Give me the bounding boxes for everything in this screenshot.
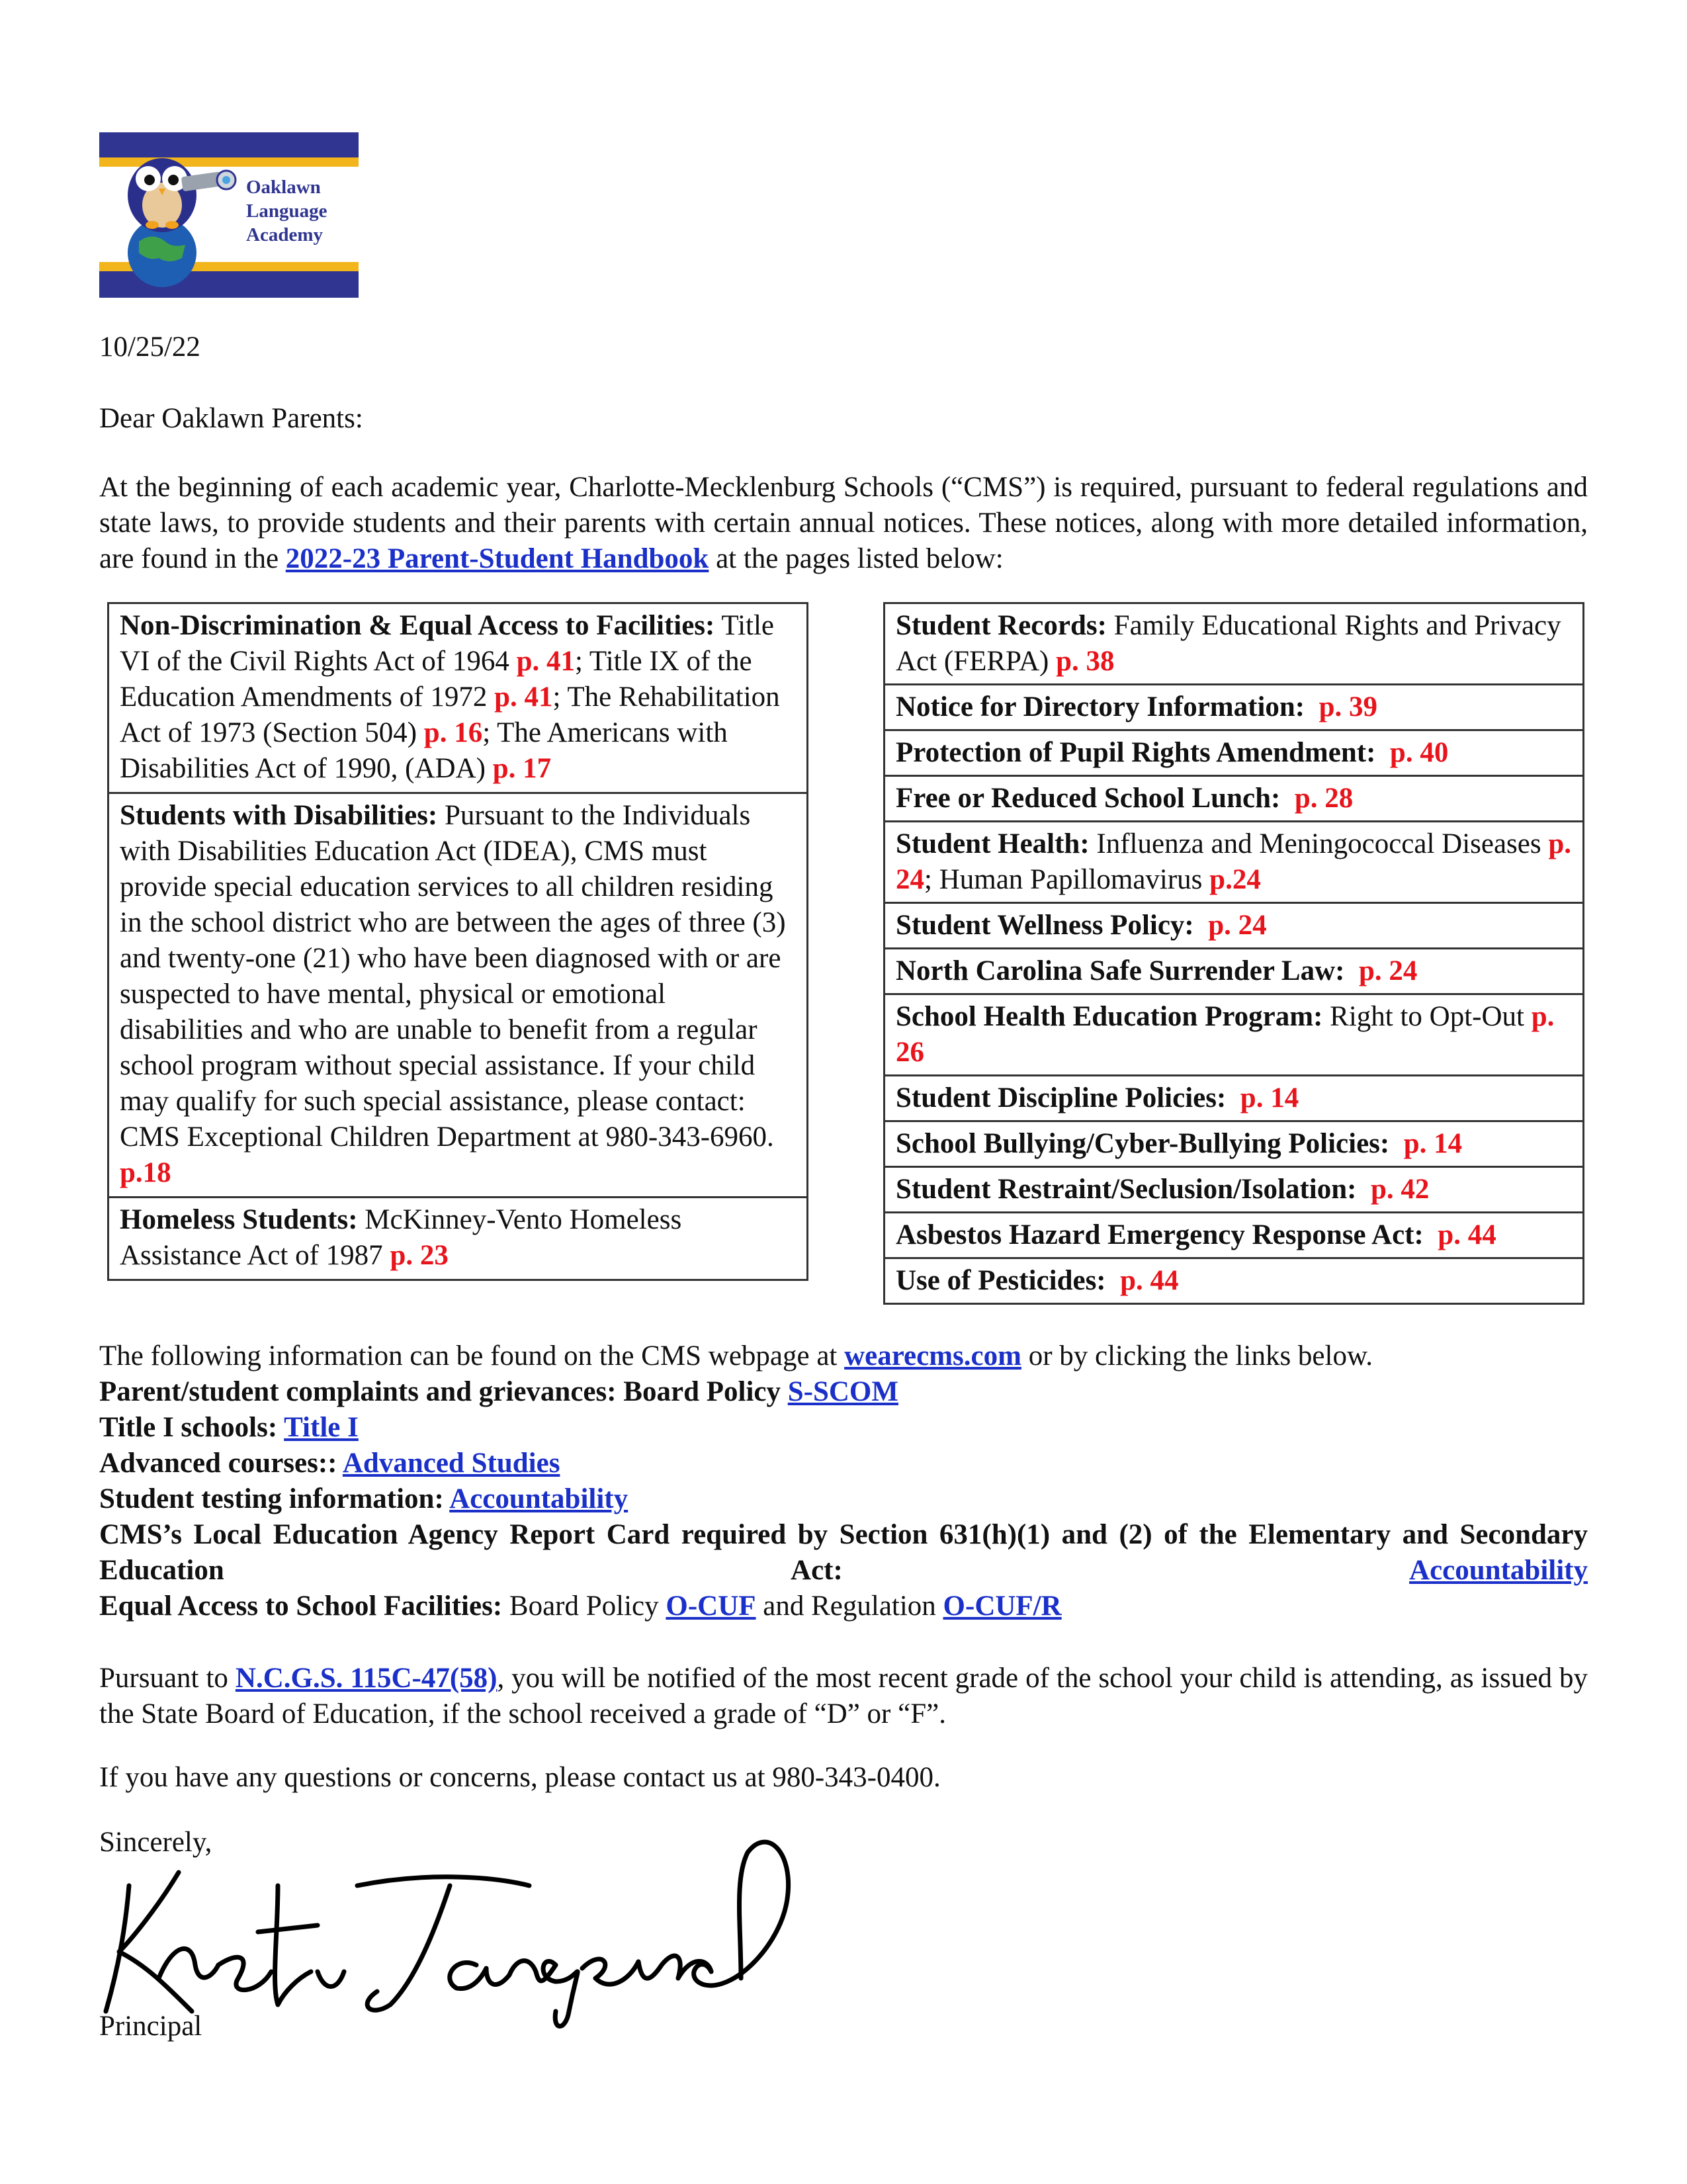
wellness-heading: Student Wellness Policy: <box>896 910 1194 941</box>
bullying-cell <box>885 1121 1584 1167</box>
health-ed-cell <box>885 994 1584 1076</box>
table-row <box>885 685 1584 730</box>
notices-table-right <box>883 602 1584 1305</box>
logo-text-line1: Oaklawn <box>246 177 321 198</box>
report-accountability-link[interactable]: Accountability <box>1409 1555 1588 1586</box>
health-cell <box>885 822 1584 903</box>
report-card-label: CMS’s Local Education Agency Report Card required by Section 631(h)(1) and (2) of the Elementary and Secondary Education Act: <box>99 1519 1588 1586</box>
discipline-cell <box>885 1076 1584 1121</box>
grade-paragraph <box>99 1661 1588 1732</box>
table-row <box>108 1198 808 1280</box>
intro-paragraph <box>99 470 1588 577</box>
nondiscrimination-heading: Non-Discrimination & Equal Access to Facilities: <box>120 610 715 641</box>
table-row <box>885 1258 1584 1304</box>
table-row <box>108 603 808 793</box>
info-links-block <box>99 1338 1588 1624</box>
testing-label: Student testing information: <box>99 1483 450 1514</box>
pesticides-heading: Use of Pesticides: <box>896 1265 1106 1296</box>
page-ref: p. 41 <box>516 646 576 677</box>
table-row <box>885 776 1584 822</box>
o-cuf-link[interactable]: O-CUF <box>666 1591 756 1622</box>
page-ref: p. 24 <box>1358 955 1418 986</box>
page-ref: p. 41 <box>494 681 553 713</box>
table-row <box>885 1213 1584 1258</box>
homeless-heading: Homeless Students: <box>120 1204 358 1235</box>
lunch-cell <box>885 776 1584 822</box>
complaints-line <box>99 1374 1588 1410</box>
lunch-heading: Free or Reduced School Lunch: <box>896 783 1281 814</box>
facilities-label: Equal Access to School Facilities: <box>99 1591 503 1622</box>
info-intro-text: The following information can be found on the CMS webpage at <box>99 1340 845 1372</box>
title1-label: Title I schools: <box>99 1412 284 1443</box>
table-row <box>108 793 808 1198</box>
bullying-heading: School Bullying/Cyber-Bullying Policies: <box>896 1128 1390 1159</box>
ncgs-link[interactable]: N.C.G.S. 115C-47(58) <box>235 1663 497 1694</box>
advanced-studies-link[interactable]: Advanced Studies <box>342 1448 560 1479</box>
homeless-cell <box>108 1198 808 1280</box>
logo-text-line2: Language <box>246 200 327 222</box>
page-ref: p. 24 <box>1208 910 1267 941</box>
page-ref: p. 39 <box>1319 691 1378 722</box>
info-intro <box>99 1338 1588 1374</box>
nondiscrimination-text: ; The Rehabilitation Act of 1973 (Section 504) <box>120 681 780 748</box>
facilities-and-text: and Regulation <box>756 1591 943 1622</box>
health-text: Influenza and Meningococcal Diseases <box>1089 828 1549 859</box>
page-ref: p. 16 <box>423 717 483 748</box>
title1-line <box>99 1410 1588 1446</box>
complaints-label: Parent/student complaints and grievances: Board Policy <box>99 1376 788 1407</box>
homeless-text: McKinney-Vento Homeless Assistance Act of 1987 <box>120 1204 682 1271</box>
info-intro-text-end: or by clicking the links below. <box>1021 1340 1373 1372</box>
page-ref: p. 44 <box>1438 1219 1496 1250</box>
nondiscrimination-text: ; The Americans with Disabilities Act of 1990, (ADA) <box>120 717 728 784</box>
table-row <box>885 822 1584 903</box>
testing-accountability-link[interactable]: Accountability <box>449 1483 628 1514</box>
nondiscrimination-text: ; Title IX of the Education Amendments of 1972 <box>120 646 752 713</box>
directory-heading: Notice for Directory Information: <box>896 691 1305 722</box>
disabilities-cell <box>108 793 808 1198</box>
health-ed-heading: School Health Education Program: <box>896 1001 1323 1032</box>
disabilities-text: Pursuant to the Individuals with Disabilities Education Act (IDEA), CMS must provide special education services to all children residing in the school district who are between the ages of three (3) and twenty-one (21) who have been diagnosed with or are suspected to have mental, physical or emotional disabilities and who are unable to benefit from a regular school program without special assistance. If your child may qualify for such special assistance, please contact: CMS Exceptional Children Department at 980-343-6960. <box>120 800 786 1153</box>
oaklawn-academy-logo <box>99 132 359 298</box>
health-heading: Student Health: <box>896 828 1090 859</box>
logo-text-line3: Academy <box>246 224 323 245</box>
closing-salutation: Sincerely, <box>99 1827 212 1858</box>
health-ed-text: Right to Opt-Out <box>1322 1001 1532 1032</box>
table-row <box>885 730 1584 776</box>
pupil-rights-heading: Protection of Pupil Rights Amendment: <box>896 737 1376 768</box>
handbook-link[interactable]: 2022-23 Parent-Student Handbook <box>285 543 709 574</box>
directory-cell <box>885 685 1584 730</box>
table-row <box>885 1076 1584 1121</box>
notices-table-left <box>107 602 808 1281</box>
table-row <box>885 603 1584 685</box>
testing-line <box>99 1481 1588 1517</box>
page-ref: p. 40 <box>1389 737 1449 768</box>
pesticides-cell <box>885 1258 1584 1304</box>
page-ref: p. 42 <box>1370 1174 1430 1205</box>
pupil-rights-cell <box>885 730 1584 776</box>
grade-text: Pursuant to <box>99 1663 236 1694</box>
table-row <box>885 949 1584 994</box>
table-row <box>885 903 1584 949</box>
facilities-line <box>99 1589 1588 1624</box>
report-card-line <box>99 1517 1588 1589</box>
contact-paragraph: If you have any questions or concerns, please contact us at 980-343-0400. <box>99 1762 941 1793</box>
advanced-label: Advanced courses:: <box>99 1448 343 1479</box>
surrender-heading: North Carolina Safe Surrender Law: <box>896 955 1345 986</box>
asbestos-heading: Asbestos Hazard Emergency Response Act: <box>896 1219 1424 1250</box>
page-ref: p. 44 <box>1120 1265 1179 1296</box>
records-cell <box>885 603 1584 685</box>
page-ref: p.24 <box>1209 864 1261 895</box>
discipline-heading: Student Discipline Policies: <box>896 1082 1227 1114</box>
advanced-line <box>99 1446 1588 1481</box>
wearecms-link[interactable]: wearecms.com <box>844 1340 1021 1372</box>
health-text: ; Human Papillomavirus <box>924 864 1210 895</box>
page-ref: p. 26 <box>896 1001 1555 1068</box>
facilities-text: Board Policy <box>502 1591 666 1622</box>
page-ref: p.18 <box>120 1157 171 1188</box>
table-row <box>885 1167 1584 1213</box>
handwritten-signature <box>79 1813 840 2031</box>
nondiscrimination-cell <box>108 603 808 793</box>
disabilities-heading: Students with Disabilities: <box>120 800 438 831</box>
page-ref: p. 24 <box>896 828 1572 895</box>
page-ref: p. 14 <box>1240 1082 1299 1114</box>
o-cuf-r-link[interactable]: O-CUF/R <box>943 1591 1062 1622</box>
records-heading: Student Records: <box>896 610 1107 641</box>
surrender-cell <box>885 949 1584 994</box>
table-row <box>885 1121 1584 1167</box>
restraint-cell <box>885 1167 1584 1213</box>
restraint-heading: Student Restraint/Seclusion/Isolation: <box>896 1174 1357 1205</box>
intro-text-end: at the pages listed below: <box>709 543 1004 574</box>
wellness-cell <box>885 903 1584 949</box>
grade-text-end: , you will be notified of the most recent grade of the school your child is attending, as issued by the State Board of Education, if the school received a grade of “D” or “F”. <box>99 1663 1588 1729</box>
title-i-link[interactable]: Title I <box>284 1412 359 1443</box>
page-ref: p. 23 <box>390 1240 449 1271</box>
intro-text: At the beginning of each academic year, Charlotte-Mecklenburg Schools (“CMS”) is required, pursuant to federal regulations and state laws, to provide students and their parents with certain annual notices. These notices, along with more detailed information, are found in the <box>99 472 1588 574</box>
letter-greeting: Dear Oaklawn Parents: <box>99 403 363 434</box>
page-ref: p. 17 <box>492 753 552 784</box>
letter-date: 10/25/22 <box>99 331 200 363</box>
signer-title: Principal <box>99 2011 202 2042</box>
page-ref: p. 14 <box>1403 1128 1463 1159</box>
page-ref: p. 38 <box>1056 646 1115 677</box>
s-scom-link[interactable]: S-SCOM <box>787 1376 898 1407</box>
records-text: Family Educational Rights and Privacy Act (FERPA) <box>896 610 1561 677</box>
page-ref: p. 28 <box>1294 783 1354 814</box>
table-row <box>885 994 1584 1076</box>
nondiscrimination-text: Title VI of the Civil Rights Act of 1964 <box>120 610 775 677</box>
asbestos-cell <box>885 1213 1584 1258</box>
